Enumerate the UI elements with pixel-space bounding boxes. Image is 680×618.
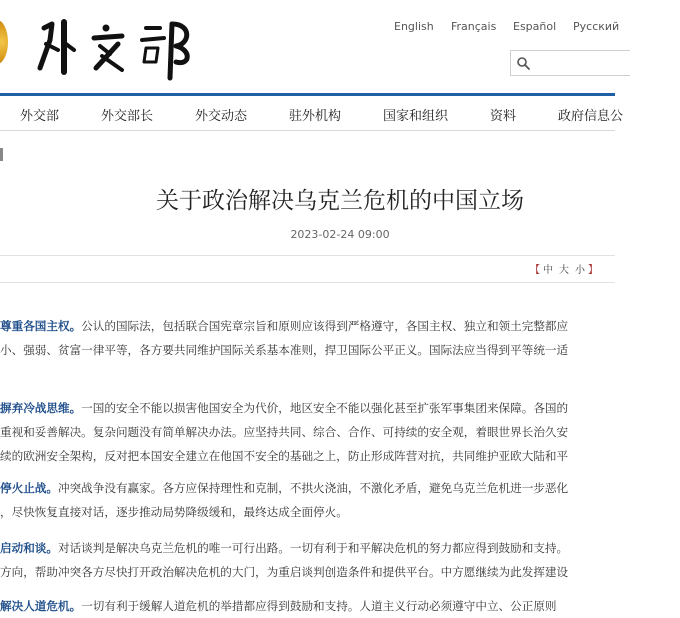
bracket-close: 】 (588, 265, 598, 276)
article-paragraph (0, 536, 640, 584)
paragraph-text: 对话谈判是解决乌克兰危机的唯一可行出路。一切有利于和平解决危机的努力都应得到鼓励和支持。 (57, 541, 569, 555)
font-size-large-button[interactable]: 中 (543, 265, 553, 276)
paragraph-line (0, 396, 640, 420)
article-paragraph (0, 476, 640, 524)
paragraph-line: 方向，帮助冲突各方尽快打开政治解决危机的大门，为重启谈判创造条件和提供平台。中方愿继续为此发挥建设 (0, 565, 569, 579)
paragraph-text: 冲突战争没有赢家。各方应保持理性和克制，不拱火浇油，不激化矛盾，避免乌克兰危机进一步恶化 (57, 481, 569, 495)
paragraph-heading: 停火止战。 (0, 481, 58, 495)
paragraph-heading: 启动和谈。 (0, 541, 58, 555)
paragraph-line (0, 536, 640, 560)
font-size-small-button[interactable]: 小 (575, 265, 585, 276)
lang-russian-link[interactable]: Русский (573, 20, 620, 33)
paragraph-line (0, 476, 640, 500)
nav-item-news[interactable]: 外交动态 (195, 109, 248, 124)
nav-item-missions[interactable]: 驻外机构 (289, 109, 342, 124)
breadcrumb-edge (0, 148, 3, 161)
search-icon[interactable] (516, 56, 530, 70)
lang-spanish-link[interactable]: Español (513, 20, 557, 33)
article-paragraph (0, 396, 640, 468)
nav-item-minister[interactable]: 外交部长 (101, 109, 154, 124)
publish-date: 2023-02-24 09:00 (290, 228, 390, 241)
article-paragraph (0, 314, 640, 362)
nav-item-mfa[interactable]: 外交部 (20, 109, 60, 124)
nav-item-resources[interactable]: 资料 (490, 109, 517, 124)
divider (0, 255, 615, 256)
bracket-open: 【 (530, 265, 540, 276)
font-size-medium-button[interactable]: 大 (559, 265, 569, 276)
lang-french-link[interactable]: Français (451, 20, 497, 33)
national-emblem-icon (0, 20, 8, 64)
nav-item-gov-info[interactable]: 政府信息公 (558, 109, 624, 124)
divider (0, 282, 615, 283)
article-paragraph (0, 594, 640, 618)
paragraph-text: 一国的安全不能以损害他国安全为代价，地区安全不能以强化甚至扩张军事集团来保障。各国的 (81, 401, 569, 415)
page-title: 关于政治解决乌克兰危机的中国立场 (156, 188, 524, 214)
nav-item-countries[interactable]: 国家和组织 (383, 109, 449, 124)
site-header (0, 0, 620, 93)
paragraph-line: 续的欧洲安全架构，反对把本国安全建立在他国不安全的基础之上，防止形成阵营对抗，共同维护亚欧大陆和平 (0, 449, 569, 463)
paragraph-line (0, 594, 640, 618)
site-logo[interactable] (30, 10, 200, 82)
lang-english-link[interactable]: English (394, 20, 434, 33)
paragraph-line: 重视和妥善解决。复杂问题没有简单解决办法。应坚持共同、综合、合作、可持续的安全观，着眼世界长治久安 (0, 425, 569, 439)
search-input[interactable] (535, 54, 629, 74)
paragraph-line: 小、强弱、贫富一律平等，各方要共同维护国际关系基本准则，捍卫国际公平正义。国际法应当得到平等统一适 (0, 343, 569, 357)
main-nav (0, 93, 624, 131)
paragraph-line: ，尽快恢复直接对话，逐步推动局势降级缓和，最终达成全面停火。 (0, 505, 348, 519)
paragraph-text: 一切有利于缓解人道危机的举措都应得到鼓励和支持。人道主义行动必须遵守中立、公正原则 (81, 599, 557, 613)
language-bar (380, 20, 620, 36)
paragraph-heading: 尊重各国主权。 (0, 319, 82, 333)
paragraph-heading: 摒弃冷战思维。 (0, 401, 82, 415)
paragraph-line (0, 314, 640, 338)
paragraph-heading: 解决人道危机。 (0, 599, 82, 613)
font-size-control (530, 261, 598, 276)
paragraph-text: 公认的国际法，包括联合国宪章宗旨和原则应该得到严格遵守，各国主权、独立和领土完整都应 (81, 319, 569, 333)
search-box (510, 50, 630, 76)
